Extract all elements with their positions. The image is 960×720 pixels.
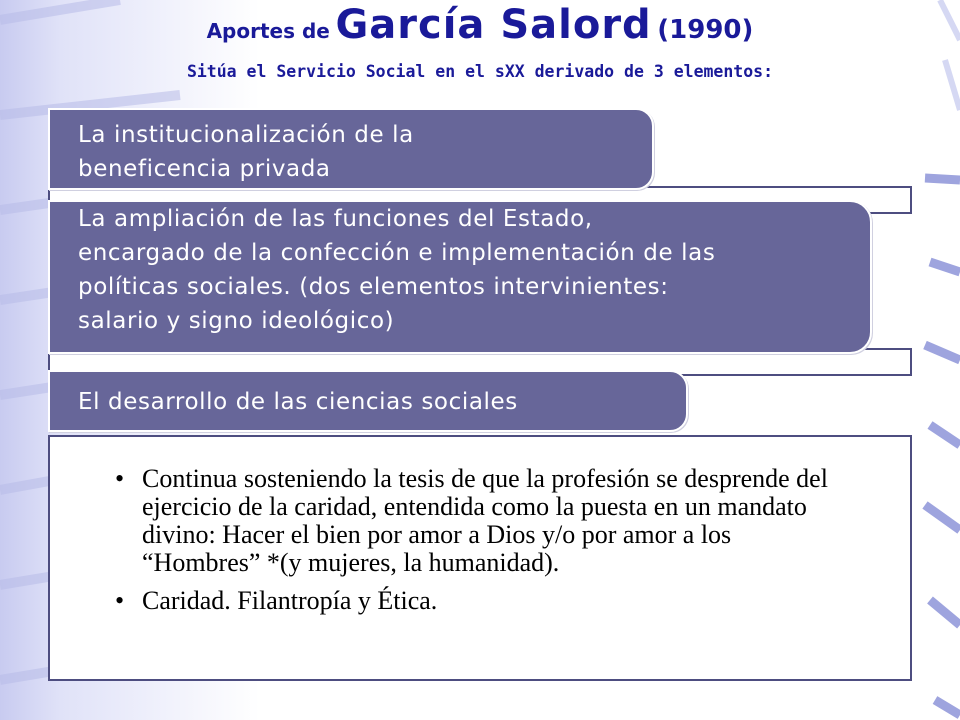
- item-2-line-4: salario y signo ideológico): [78, 308, 395, 334]
- item-1-line-1: La institucionalización de la: [78, 122, 414, 148]
- bullet-glyph: •: [115, 464, 125, 493]
- item-3-line-1: El desarrollo de las ciencias sociales: [78, 389, 518, 415]
- item-1-line-2: beneficencia privada: [78, 156, 331, 182]
- bullet-glyph: •: [115, 586, 125, 615]
- slide-subtitle: Sitúa el Servicio Social en el sXX derivado de 3 elementos:: [186, 62, 774, 81]
- bullet-text-1: Continua sosteniendo la tesis de que la profesión se desprende del ejercicio de la caridad, entendida como la puesta en un mandato divino: Hacer el bien por amor a Dios y/o por amor a los “Hombres” *(y mujeres, la humanidad).: [142, 464, 828, 577]
- item-institucionalizacion: [48, 108, 654, 190]
- item-2-line-1: La ampliación de las funciones del Estado,: [78, 206, 593, 232]
- title-year: (1990): [657, 15, 754, 45]
- bullet-item: [115, 465, 835, 577]
- item-ampliacion-estado: [48, 200, 872, 354]
- slide-title: [0, 2, 960, 48]
- item-2-line-2: encargado de la confección e implementación de las: [78, 240, 716, 266]
- bullet-text-2: Caridad. Filantropía y Ética.: [142, 586, 438, 615]
- title-author: García Salord: [335, 2, 652, 48]
- item-2-line-3: políticas sociales. (dos elementos intervinientes:: [78, 274, 669, 300]
- bullet-box: [48, 435, 912, 681]
- bullet-item: [115, 587, 835, 615]
- title-prefix: Aportes de: [206, 19, 330, 43]
- bullet-list: [115, 465, 835, 625]
- item-ciencias-sociales: [48, 370, 688, 432]
